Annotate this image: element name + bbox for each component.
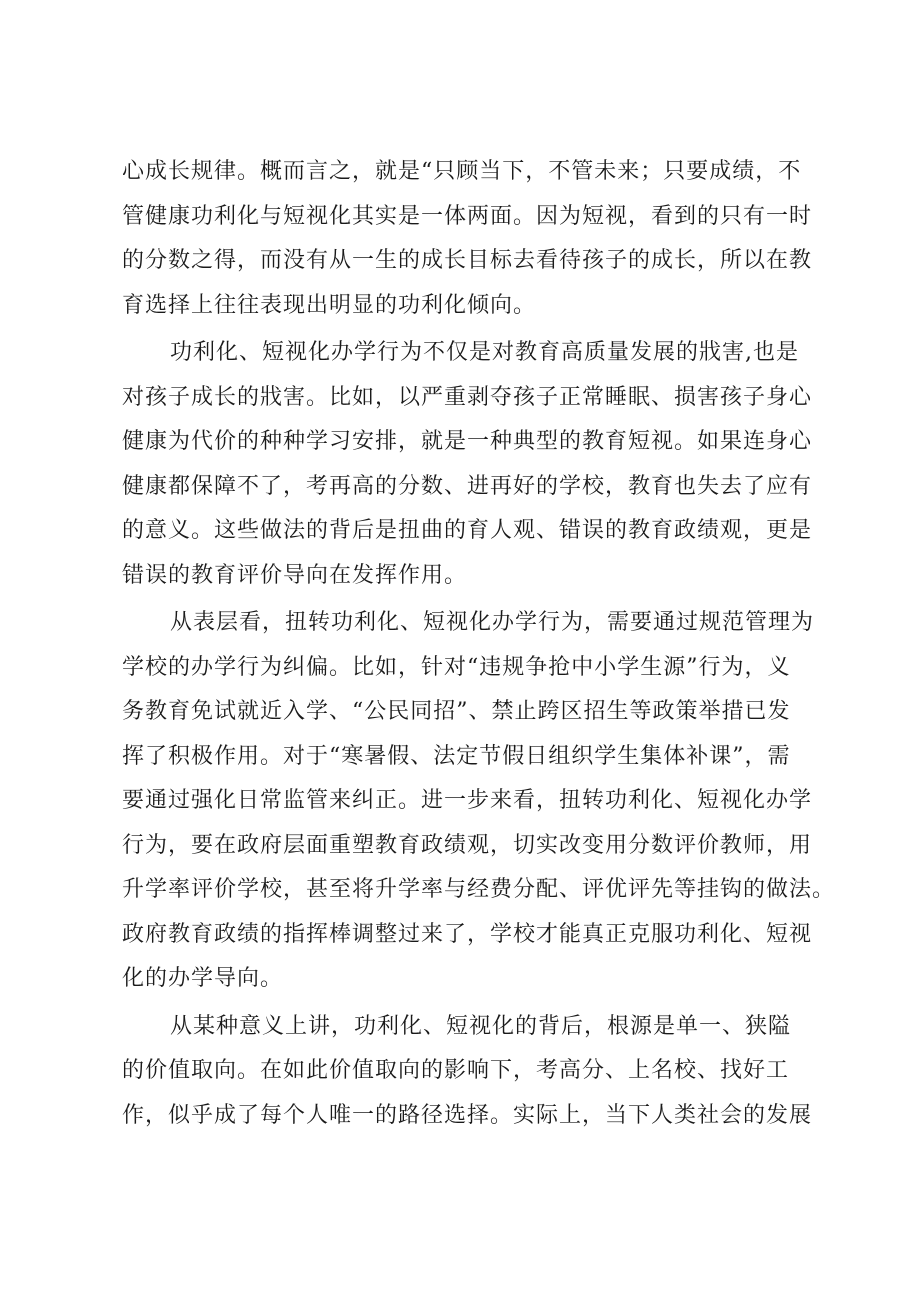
text-line: 作，似乎成了每个人唯一的路径选择。实际上，当下人类社会的发展 (122, 1102, 813, 1128)
text-line: 务教育免试就近入学、“公民同招”、禁止跨区招生等政策举措已发 (122, 699, 791, 724)
text-line: 要通过强化日常监管来纠正。进一步来看，扭转功利化、短视化办学 (122, 788, 813, 813)
text-line: 行为，要在政府层面重塑教育政绩观，切实改变用分数评价教师，用 (122, 832, 813, 858)
paragraph-2 (122, 331, 822, 598)
text-line: 健康为代价的种种学习安排，就是一种典型的教育短视。如果连身心 (122, 429, 813, 454)
text-line: 对孩子成长的戕害。比如，以严重剥夺孩子正常睡眠、损害孩子身心 (122, 384, 813, 410)
text-line: 管健康功利化与短视化其实是一体两面。因为短视，看到的只有一时 (122, 203, 813, 229)
paragraph-3 (122, 601, 836, 1002)
text-line: 从某种意义上讲，功利化、短视化的背后，根源是单一、狭隘 (170, 1013, 792, 1039)
document-body (122, 150, 836, 1138)
text-line: 学校的办学行为纠偏。比如，针对“违规争抢中小学生源”行为，义 (122, 654, 791, 680)
text-line: 化的办学导向。 (122, 966, 284, 991)
text-line: 的分数之得，而没有从一生的成长目标去看待孩子的成长，所以在教 (122, 248, 813, 273)
paragraph-4 (122, 1005, 822, 1139)
text-line: 的意义。这些做法的背后是扭曲的育人观、错误的教育政绩观，更是 (122, 518, 813, 543)
text-line: 育选择上往往表现出明显的功利化倾向。 (122, 292, 537, 318)
paragraph-1 (122, 150, 822, 328)
text-line: 心成长规律。概而言之，就是“只顾当下，不管未来；只要成绩，不 (122, 159, 802, 184)
text-line: 挥了积极作用。对于“寒暑假、法定节假日组织学生集体补课”，需 (122, 743, 791, 769)
text-line: 政府教育政绩的指挥棒调整过来了，学校才能真正克服功利化、短视 (122, 921, 813, 947)
text-line: 升学率评价学校，甚至将升学率与经费分配、评优评先等挂钩的做法。 (122, 877, 836, 902)
text-line: 健康都保障不了，考再高的分数、进再好的学校，教育也失去了应有 (122, 473, 813, 499)
text-line: 错误的教育评价导向在发挥作用。 (122, 562, 468, 588)
text-line: 功利化、短视化办学行为不仅是对教育高质量发展的戕害,也是 (170, 340, 799, 365)
text-line: 从表层看，扭转功利化、短视化办学行为，需要通过规范管理为 (170, 610, 815, 635)
text-line: 的价值取向。在如此价值取向的影响下，考高分、上名校、找好工 (122, 1058, 790, 1083)
